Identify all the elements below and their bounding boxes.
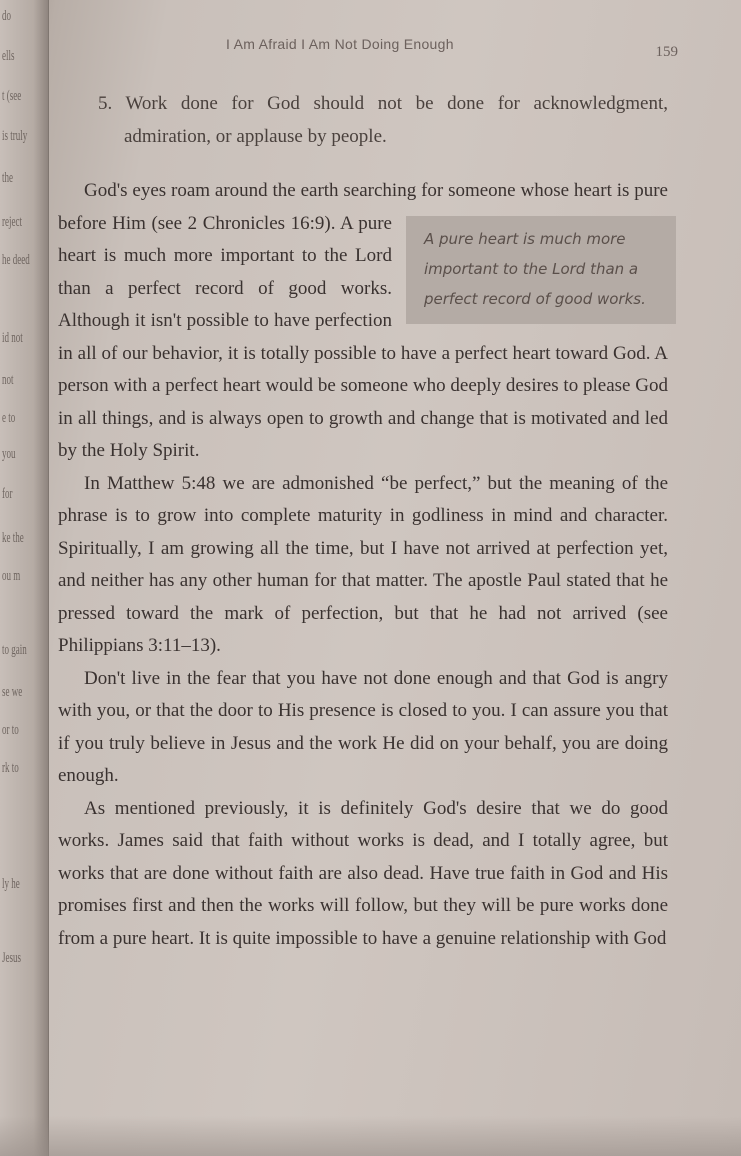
facing-page-edge xyxy=(0,0,49,1156)
facing-page-fragment: do xyxy=(2,8,11,24)
paragraph-lead-text: God's eyes roam around the earth searching for someone whose heart is pure before Him (see 2 Chronicles 16:9). A pure xyxy=(58,180,668,234)
facing-page-fragment: id not xyxy=(2,330,23,346)
facing-page-fragment: t (see xyxy=(2,88,22,104)
facing-page-fragment: is truly xyxy=(2,128,28,144)
paragraph-doing-enough: Don't live in the fear that you have not done enough and that God is angry with you, or that the door to His presence is closed to you. I can assure you that if you truly believe in Jesus and the work He did on your behalf, you are doing enough. xyxy=(58,667,668,786)
paragraph-pure-heart xyxy=(58,175,668,468)
facing-page-fragment: ou m xyxy=(2,568,21,584)
facing-page-fragment: he deed xyxy=(2,252,30,268)
facing-page-fragment: Jesus xyxy=(2,950,22,966)
page-number: 159 xyxy=(655,44,678,60)
body-text xyxy=(58,88,668,955)
paragraph-continued-text: heart is much more important to the Lord than a perfect record of good works. Although it isn't possible to have perfection in all of our behavior, it is totally possible to have a perfect heart toward God. A person with a perfect heart would be someone who deeply desires to please God in all things, and is always open to growth and change that is motivated and led by the Holy Spirit. xyxy=(58,245,668,461)
paragraph-be-perfect: In Matthew 5:48 we are admonished “be perfect,” but the meaning of the phrase is to grow into complete maturity in godliness in mind and character. Spiritually, I am growing all the time, but I have not arrived at perfection yet, and neither has any other human for that matter. The apostle Paul stated that he pressed toward the mark of perfection, but that he had not arrived (see Philippians 3:11–13). xyxy=(58,472,668,656)
facing-page-fragment: not xyxy=(2,372,14,388)
pull-quote: A pure heart is much more important to the Lord than a perfect record of good works. xyxy=(406,216,676,324)
list-item-text: Work done for God should not be done for acknowledgment, admiration, or applause by people. xyxy=(124,93,668,147)
facing-page-fragment: you xyxy=(2,446,16,462)
running-head: I Am Afraid I Am Not Doing Enough xyxy=(226,36,454,52)
facing-page-fragment: se we xyxy=(2,684,23,700)
facing-page-fragment: e to xyxy=(2,410,16,426)
facing-page-fragment: or to xyxy=(2,722,19,738)
facing-page-fragment: for xyxy=(2,486,13,502)
book-page xyxy=(58,28,698,1128)
bottom-shadow xyxy=(0,1116,741,1156)
facing-page-fragment: to gain xyxy=(2,642,27,658)
numbered-list-item xyxy=(98,88,668,153)
facing-page-fragment: ells xyxy=(2,48,15,64)
facing-page-fragment: reject xyxy=(2,214,22,230)
facing-page-fragment: the xyxy=(2,170,13,186)
facing-page-fragment: rk to xyxy=(2,760,19,776)
list-number: 5. xyxy=(98,93,113,114)
facing-page-fragment: ly he xyxy=(2,876,20,892)
facing-page-fragment: ke the xyxy=(2,530,24,546)
paragraph-good-works: As mentioned previously, it is definitely God's desire that we do good works. James said that faith without works is dead, and I totally agree, but works that are done without faith are also dead. Have true faith in God and His promises first and then the works will follow, but they will be pure works done from a pure heart. It is quite impossible to have a genuine relationship with God xyxy=(58,797,668,949)
